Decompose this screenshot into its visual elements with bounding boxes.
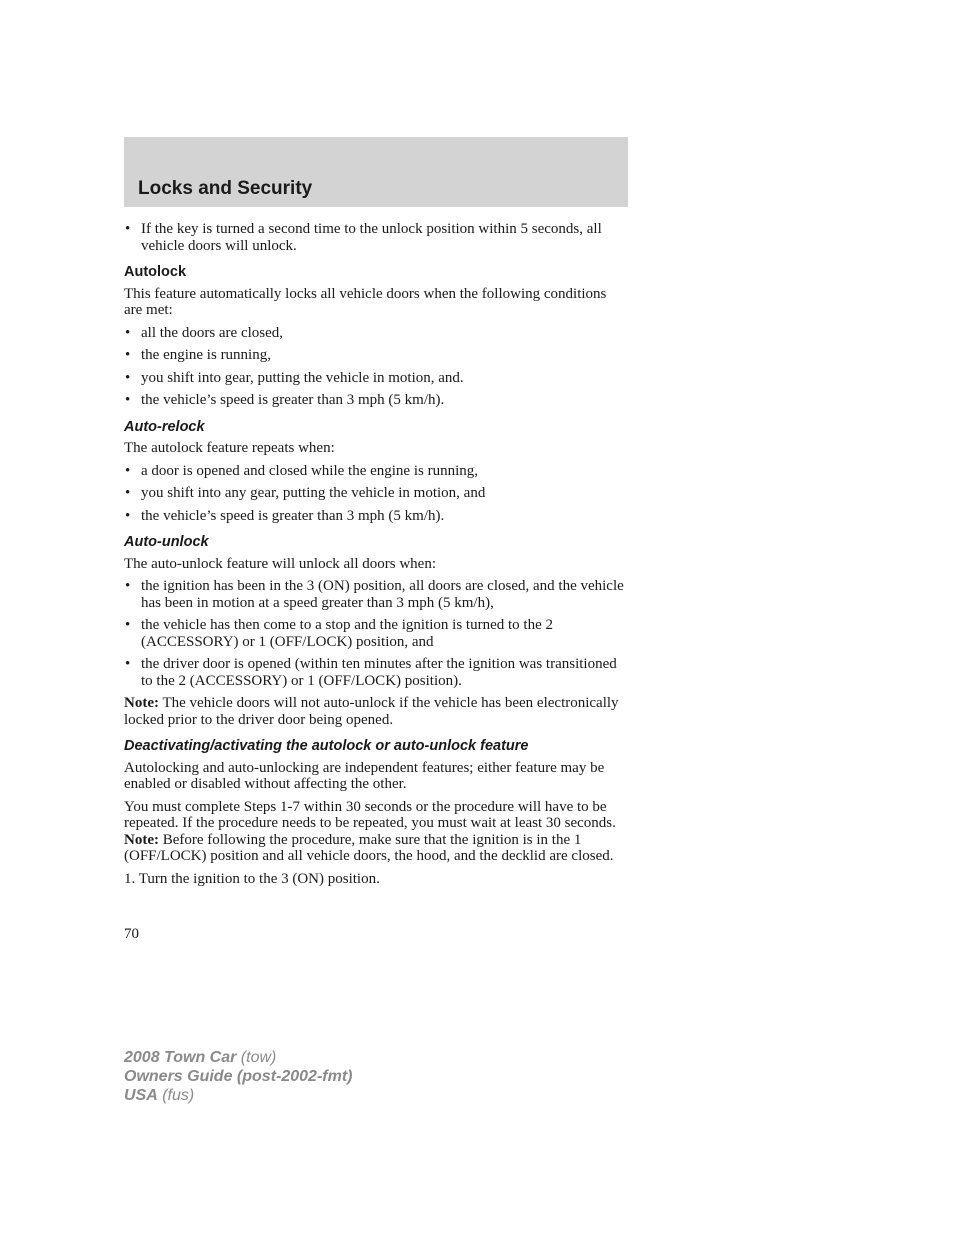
auto-unlock-note: Note: The vehicle doors will not auto-unlock if the vehicle has been electronically locked prior to the driver door being opened. [124,695,619,728]
autolock-intro: This feature automatically locks all vehicle doors when the following conditions are met: [124,285,607,318]
autolock-bullet: • the vehicle’s speed is greater than 3 mph (5 km/h). [125,392,445,408]
auto-relock-intro: The autolock feature repeats when: [124,440,335,456]
footer-line-2: Owners Guide (post-2002-fmt) [124,1068,353,1085]
main-content [124,221,628,893]
footer-line-1: 2008 Town Car (tow) [124,1049,277,1066]
autolock-bullet: • you shift into gear, putting the vehicle in motion, and. [125,369,464,386]
autolock-heading: Autolock [124,264,187,280]
auto-unlock-heading: Auto-unlock [124,534,209,550]
deactivating-para1: Autolocking and auto-unlocking are independent features; either feature may be enabled or disabled without affecting the other. [124,759,605,792]
auto-unlock-intro: The auto-unlock feature will unlock all doors when: [124,555,436,572]
step-1: 1. Turn the ignition to the 3 (ON) position. [124,870,380,887]
bullet-icon: • [125,221,131,237]
auto-relock-heading: Auto-relock [124,418,205,435]
section-title: Locks and Security [138,178,313,199]
auto-relock-bullet: • a door is opened and closed while the engine is running, [125,462,479,479]
bullet-icon: • [125,392,131,408]
autolock-bullet: • the engine is running, [125,347,271,363]
bullet-icon: • [125,656,131,672]
autolock-bullet: • all the doors are closed, [125,324,284,341]
bullet-icon: • [125,485,131,501]
auto-unlock-bullet: • the driver door is opened (within ten minutes after the ignition was transitioned to the 2 (ACCESSORY) or 1 (OFF/LOCK) position). [125,656,617,689]
bullet-icon: • [125,617,131,633]
footer-line-3: USA (fus) [124,1087,195,1104]
note-label: Note: [124,695,159,711]
auto-unlock-bullet: • the ignition has been in the 3 (ON) position, all doors are closed, and the vehicle has been in motion at a speed greater than 3 mph (5 km/h), [125,578,624,611]
bullet-icon: • [125,462,131,479]
auto-relock-bullet: • you shift into any gear, putting the vehicle in motion, and [125,485,486,501]
note-label: Note: [124,831,159,848]
footer-edition [124,1048,352,1105]
bullet-icon: • [125,578,131,594]
page-number: 70 [124,926,139,942]
bullet-icon: • [125,369,131,386]
auto-unlock-bullet: • the vehicle has then come to a stop and the ignition is turned to the 2 (ACCESSORY) or 1 (OFF/LOCK) position, and [125,617,553,650]
deactivating-heading: Deactivating/activating the autolock or auto-unlock feature [124,738,529,754]
section-header-band [124,137,628,207]
deactivating-para2: You must complete Steps 1-7 within 30 seconds or the procedure will have to be repeated. If the procedure needs to be repeated, you must wait at least 30 seconds. Note: Before following the procedure, make sure that the ignition is in the 1 (OFF/LOCK) position and all vehicle doors, the hood, and the decklid are closed. [124,798,616,864]
intro-bullet: • If the key is turned a second time to the unlock position within 5 seconds, all vehicle doors will unlock. [125,221,602,254]
bullet-icon: • [125,507,131,524]
bullet-icon: • [125,347,131,363]
bullet-icon: • [125,324,131,341]
auto-relock-bullet: • the vehicle’s speed is greater than 3 mph (5 km/h). [125,507,445,524]
